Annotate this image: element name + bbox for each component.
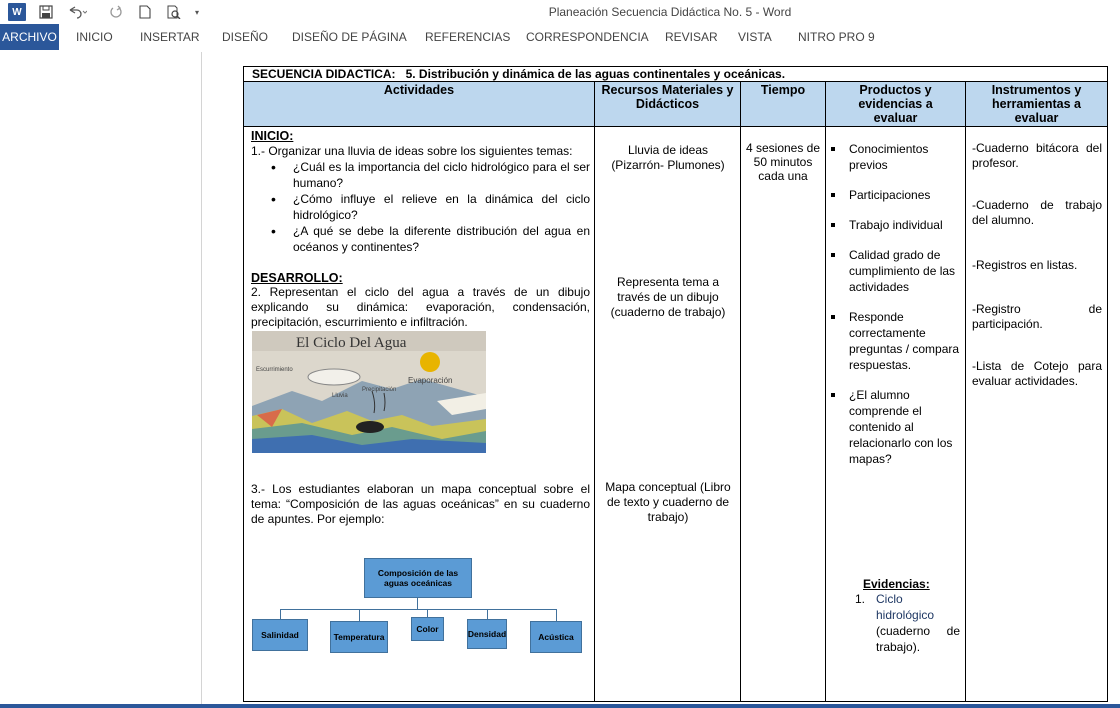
concept-child: Acústica [530, 621, 582, 653]
navigation-pane [0, 52, 202, 708]
header-instrumentos: Instrumentos y herramientas a evaluar [966, 82, 1107, 126]
connector-line [359, 609, 360, 621]
tab-diseno[interactable]: DISEÑO [222, 30, 269, 44]
producto-item: Conocimientos previos [826, 141, 961, 173]
question-item: • ¿Cómo influye el relieve en la dinámica del ciclo hidrológico? [251, 191, 590, 223]
tiempo-text: 4 sesiones de 50 minutos cada una [745, 141, 821, 183]
sequence-header [244, 67, 1107, 81]
drawing-title: El Ciclo Del Agua [296, 335, 407, 351]
inicio-intro: 1.- Organizar una lluvia de ideas sobre los siguientes temas: [251, 144, 573, 158]
tab-nitro-pro[interactable]: NITRO PRO 9 [798, 30, 875, 44]
actividades-cell [251, 129, 590, 255]
sequence-topic: 5. Distribución y dinámica de las aguas continentales y oceánicas. [405, 67, 786, 81]
producto-item: Calidad grado de cumplimiento de las actividades [826, 247, 961, 295]
column-divider [594, 81, 595, 701]
tab-archivo[interactable]: ARCHIVO [0, 24, 59, 50]
instrumento-item: -Lista de Cotejo para evaluar actividades. [972, 359, 1102, 388]
connector-line [417, 598, 418, 609]
header-actividades: Actividades [244, 82, 594, 126]
desarrollo-text: 2. Representan el ciclo del agua a través de un dibujo explicando su dinámica: evaporación, condensación, precipitación, escurrimiento e infiltración. [251, 285, 590, 329]
lesson-table [243, 66, 1108, 702]
column-divider [740, 81, 741, 701]
evidencia-rest: (cuaderno de trabajo). [876, 624, 960, 654]
tab-inicio[interactable]: INICIO [76, 30, 113, 44]
drawing-label: Escurrimiento [256, 367, 293, 373]
connector-line [280, 609, 281, 619]
desarrollo-heading: DESARROLLO: [251, 271, 343, 285]
productos-cell [849, 141, 961, 481]
sequence-label: SECUENCIA DIDACTICA: [252, 67, 396, 81]
evidencias-heading: Evidencias: [863, 577, 930, 591]
concept-child: Salinidad [252, 619, 308, 651]
row-divider [244, 126, 1107, 127]
recurso-item: Lluvia de ideas (Pizarrón- Plumones) [611, 143, 725, 172]
question-item: • ¿A qué se debe la diferente distribución del agua en océanos y continentes? [251, 223, 590, 255]
concept-child: Color [411, 617, 444, 641]
question-item: • ¿Cuál es la importancia del ciclo hidrológico para el ser humano? [251, 159, 590, 191]
water-cycle-drawing [252, 331, 486, 453]
concept-child: Temperatura [330, 621, 388, 653]
ribbon-tabs [0, 24, 1120, 52]
header-tiempo: Tiempo [741, 82, 825, 126]
tab-vista[interactable]: VISTA [738, 30, 772, 44]
producto-item: Participaciones [826, 187, 961, 203]
actividad-3-text: 3.- Los estudiantes elaboran un mapa conceptual sobre el tema: “Composición de las aguas oceánicas” en su cuaderno de apuntes. Por ejemplo: [251, 482, 590, 526]
tab-referencias[interactable]: REFERENCIAS [425, 30, 511, 44]
tab-correspondencia[interactable]: CORRESPONDENCIA [526, 30, 649, 44]
column-divider [965, 81, 966, 701]
status-bar [0, 704, 1120, 708]
producto-item: Trabajo individual [826, 217, 961, 233]
connector-line [427, 609, 428, 617]
instrumento-item: -Registro de participación. [972, 302, 1102, 331]
undo-icon[interactable] [66, 3, 88, 21]
instrumento-item: -Registros en listas. [972, 258, 1078, 272]
connector-line [280, 609, 556, 610]
tab-diseno-de-pagina[interactable]: DISEÑO DE PÁGINA [292, 30, 407, 44]
header-recursos: Recursos Materiales y Didácticos [595, 82, 740, 126]
header-productos: Productos y evidencias a evaluar [826, 82, 965, 126]
title-bar [0, 0, 1120, 24]
print-preview-icon[interactable] [166, 3, 182, 21]
concept-child: Densidad [467, 619, 507, 649]
instrumento-item: -Cuaderno de trabajo del alumno. [972, 198, 1102, 227]
connector-line [487, 609, 488, 619]
customize-icon[interactable]: ▾ [194, 7, 199, 17]
drawing-label: Evaporación [408, 376, 453, 385]
inicio-heading: INICIO: [251, 129, 294, 143]
evidencia-item [876, 591, 960, 655]
desarrollo-block [251, 271, 590, 330]
save-icon[interactable] [38, 3, 54, 21]
recurso-item: Representa tema a través de un dibujo (cuaderno de trabajo) [610, 275, 726, 319]
connector-line [556, 609, 557, 621]
tab-insertar[interactable]: INSERTAR [140, 30, 200, 44]
evidencia-link[interactable]: Ciclo hidrológico [876, 592, 935, 622]
drawing-label: Precipitación [362, 387, 397, 393]
word-logo-icon[interactable]: W [8, 3, 26, 21]
concept-root: Composición de las aguas oceánicas [364, 558, 472, 598]
evidencia-number: 1. [855, 592, 866, 606]
drawing-label: Lluvia [332, 393, 348, 399]
window-title: Planeación Secuencia Didáctica No. 5 - Word [548, 5, 792, 19]
instrumento-item: -Cuaderno bitácora del profesor. [972, 141, 1102, 170]
redo-icon[interactable] [108, 3, 124, 21]
inicio-questions [251, 159, 590, 255]
producto-item: ¿El alumno comprende el contenido al relacionarlo con los mapas? [826, 387, 961, 467]
producto-item: Responde correctamente preguntas / compara respuestas. [826, 309, 961, 373]
recurso-item: Mapa conceptual (Libro de texto y cuaderno de trabajo) [605, 480, 731, 524]
new-document-icon[interactable] [138, 3, 152, 21]
tab-revisar[interactable]: REVISAR [665, 30, 718, 44]
